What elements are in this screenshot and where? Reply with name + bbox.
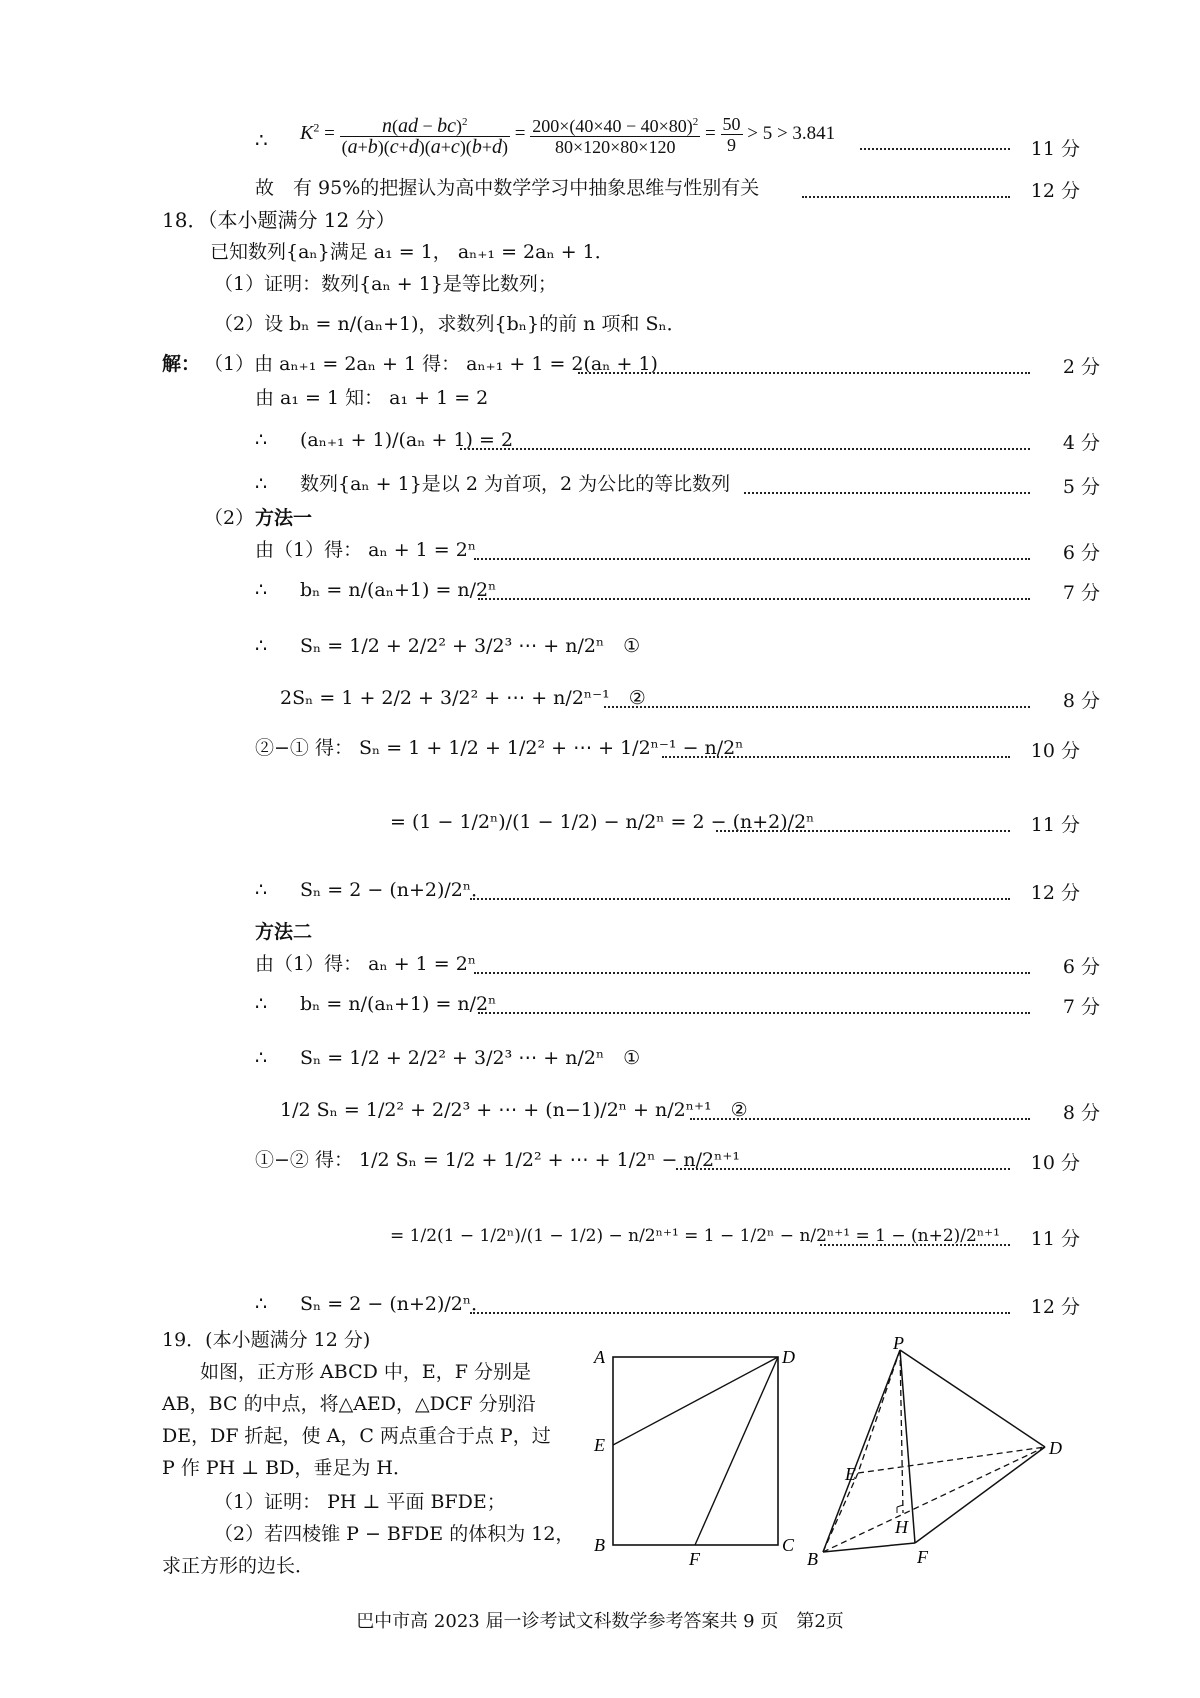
- label-E: E: [845, 1464, 856, 1484]
- m1-step-f: = (1 − 1/2ⁿ)/(1 − 1/2) − n/2ⁿ = 2 − (n+2)/2ⁿ: [390, 811, 815, 833]
- m2-step-g: Sₙ = 2 − (n+2)/2ⁿ．: [300, 1293, 491, 1315]
- q17-conclusion: 故 有 95%的把握认为高中数学学习中抽象思维与性别有关: [255, 177, 760, 199]
- q17-conclusion-score: 12 分: [1030, 180, 1080, 202]
- q19-text-line1: 如图，正方形 ABCD 中，E，F 分别是: [200, 1361, 531, 1383]
- label-D: D: [1049, 1438, 1062, 1458]
- m1-step-d-score: 8 分: [1062, 690, 1100, 712]
- solution-label: 解：: [162, 353, 201, 375]
- m1-step-a-score: 6 分: [1062, 542, 1100, 564]
- q18-part1: （1）证明：数列{aₙ + 1}是等比数列；: [214, 273, 557, 295]
- therefore-symbol: ∴: [255, 1047, 268, 1069]
- m2-step-b-score: 7 分: [1062, 996, 1100, 1018]
- q19-text-line4: P 作 PH ⊥ BD，垂足为 H．: [162, 1457, 412, 1479]
- m2-step-e: ①−② 得： 1/2 Sₙ = 1/2 + 1/2² + ⋯ + 1/2ⁿ − n/2ⁿ⁺¹: [255, 1149, 741, 1171]
- therefore-symbol: ∴: [255, 429, 268, 451]
- sol-step3-score: 4 分: [1062, 432, 1100, 454]
- label-B: B: [594, 1535, 605, 1555]
- therefore-symbol: ∴: [255, 128, 268, 152]
- q19-text-line3: DE，DF 折起，使 A，C 两点重合于点 P，过: [162, 1425, 551, 1447]
- q19-part2: （2）若四棱锥 P − BFDE 的体积为 12，: [214, 1523, 575, 1545]
- square-figure: [590, 1345, 800, 1567]
- sol-part2-label: （2）: [204, 507, 255, 529]
- q19-heading: 19．(本小题满分 12 分): [162, 1329, 371, 1351]
- m1-step-a: 由（1）得： aₙ + 1 = 2ⁿ: [255, 539, 477, 561]
- m2-step-d-score: 8 分: [1062, 1102, 1100, 1124]
- sol-step2: 由 a₁ = 1 知： a₁ + 1 = 2: [255, 387, 489, 409]
- m2-step-d: 1/2 Sₙ = 1/2² + 2/2³ + ⋯ + (n−1)/2ⁿ + n/2ⁿ⁺¹ ②: [280, 1099, 748, 1121]
- m2-step-c: Sₙ = 1/2 + 2/2² + 3/2³ ⋯ + n/2ⁿ ①: [300, 1047, 641, 1069]
- k2-formula: $K^2$ = $\frac{n(ad - bc)^2}{(a+b)(c+d)(a+c)(b+d)}$ = $\frac{200\times(40\times 40 - 40\times 80)^2}{80\times 120\times 80\times 120}$ = $\frac{50}{9}$ > 5 > 3.841: [300, 114, 836, 158]
- m1-step-e: ②−① 得： Sₙ = 1 + 1/2 + 1/2² + ⋯ + 1/2ⁿ⁻¹ − n/2ⁿ: [255, 737, 744, 759]
- m1-step-g: Sₙ = 2 − (n+2)/2ⁿ．: [300, 879, 491, 901]
- page-footer: 巴中市高 2023 届一诊考试文科数学参考答案共 9 页 第2页: [356, 1611, 844, 1632]
- pyramid-figure: [805, 1335, 1075, 1575]
- m1-step-b-score: 7 分: [1062, 582, 1100, 604]
- therefore-symbol: ∴: [255, 879, 268, 901]
- m2-step-a: 由（1）得： aₙ + 1 = 2ⁿ: [255, 953, 477, 975]
- q18-given: 已知数列{aₙ}满足 a₁ = 1， aₙ₊₁ = 2aₙ + 1．: [210, 241, 614, 263]
- label-F: F: [689, 1549, 700, 1567]
- label-E: E: [594, 1435, 605, 1455]
- label-A: A: [594, 1347, 605, 1367]
- q19-part1: （1）证明： PH ⊥ 平面 BFDE；: [214, 1491, 506, 1513]
- therefore-symbol: ∴: [255, 993, 268, 1015]
- sol-step3: (aₙ₊₁ + 1)/(aₙ + 1) = 2: [300, 429, 514, 451]
- q19-text-line2: AB，BC 的中点，将△AED，△DCF 分别沿: [162, 1393, 536, 1415]
- m2-step-a-score: 6 分: [1062, 956, 1100, 978]
- k2-line: [0, 110, 1200, 170]
- k2-score: 11 分: [1030, 138, 1080, 160]
- therefore-symbol: ∴: [255, 1293, 268, 1315]
- label-B: B: [807, 1549, 818, 1569]
- q18-part2: （2）设 bₙ = n/(aₙ+1)，求数列{bₙ}的前 n 项和 Sₙ．: [214, 313, 686, 335]
- m2-step-b: bₙ = n/(aₙ+1) = n/2ⁿ: [300, 993, 497, 1015]
- sol-step1-score: 2 分: [1062, 356, 1100, 378]
- m1-step-c: Sₙ = 1/2 + 2/2² + 3/2³ ⋯ + n/2ⁿ ①: [300, 635, 641, 657]
- m2-step-f: = 1/2(1 − 1/2ⁿ)/(1 − 1/2) − n/2ⁿ⁺¹ = 1 − 1/2ⁿ − n/2ⁿ⁺¹ = 1 − (n+2)/2ⁿ⁺¹: [390, 1226, 1000, 1246]
- m1-step-g-score: 12 分: [1030, 882, 1080, 904]
- sol-step1: （1）由 aₙ₊₁ = 2aₙ + 1 得： aₙ₊₁ + 1 = 2(aₙ + 1): [204, 353, 658, 375]
- m1-step-d: 2Sₙ = 1 + 2/2 + 3/2² + ⋯ + n/2ⁿ⁻¹ ②: [280, 687, 646, 709]
- m1-step-e-score: 10 分: [1030, 740, 1080, 762]
- label-H: H: [895, 1517, 908, 1537]
- therefore-symbol: ∴: [255, 635, 268, 657]
- label-C: C: [782, 1535, 795, 1555]
- m1-step-b: bₙ = n/(aₙ+1) = n/2ⁿ: [300, 579, 497, 601]
- label-D: D: [782, 1347, 795, 1367]
- therefore-symbol: ∴: [255, 473, 268, 495]
- m2-step-g-score: 12 分: [1030, 1296, 1080, 1318]
- label-F: F: [917, 1547, 928, 1567]
- q18-heading: 18．（本小题满分 12 分）: [162, 208, 396, 232]
- therefore-symbol: ∴: [255, 579, 268, 601]
- label-P: P: [893, 1335, 904, 1353]
- m1-step-f-score: 11 分: [1030, 814, 1080, 836]
- method2-label: 方法二: [255, 921, 313, 943]
- q19-part2-cont: 求正方形的边长．: [162, 1555, 315, 1577]
- m2-step-f-score: 11 分: [1030, 1228, 1080, 1250]
- sol-step4-score: 5 分: [1062, 476, 1100, 498]
- method1-label: 方法一: [255, 507, 313, 529]
- m2-step-e-score: 10 分: [1030, 1152, 1080, 1174]
- sol-step4: 数列{aₙ + 1}是以 2 为首项，2 为公比的等比数列: [300, 473, 731, 495]
